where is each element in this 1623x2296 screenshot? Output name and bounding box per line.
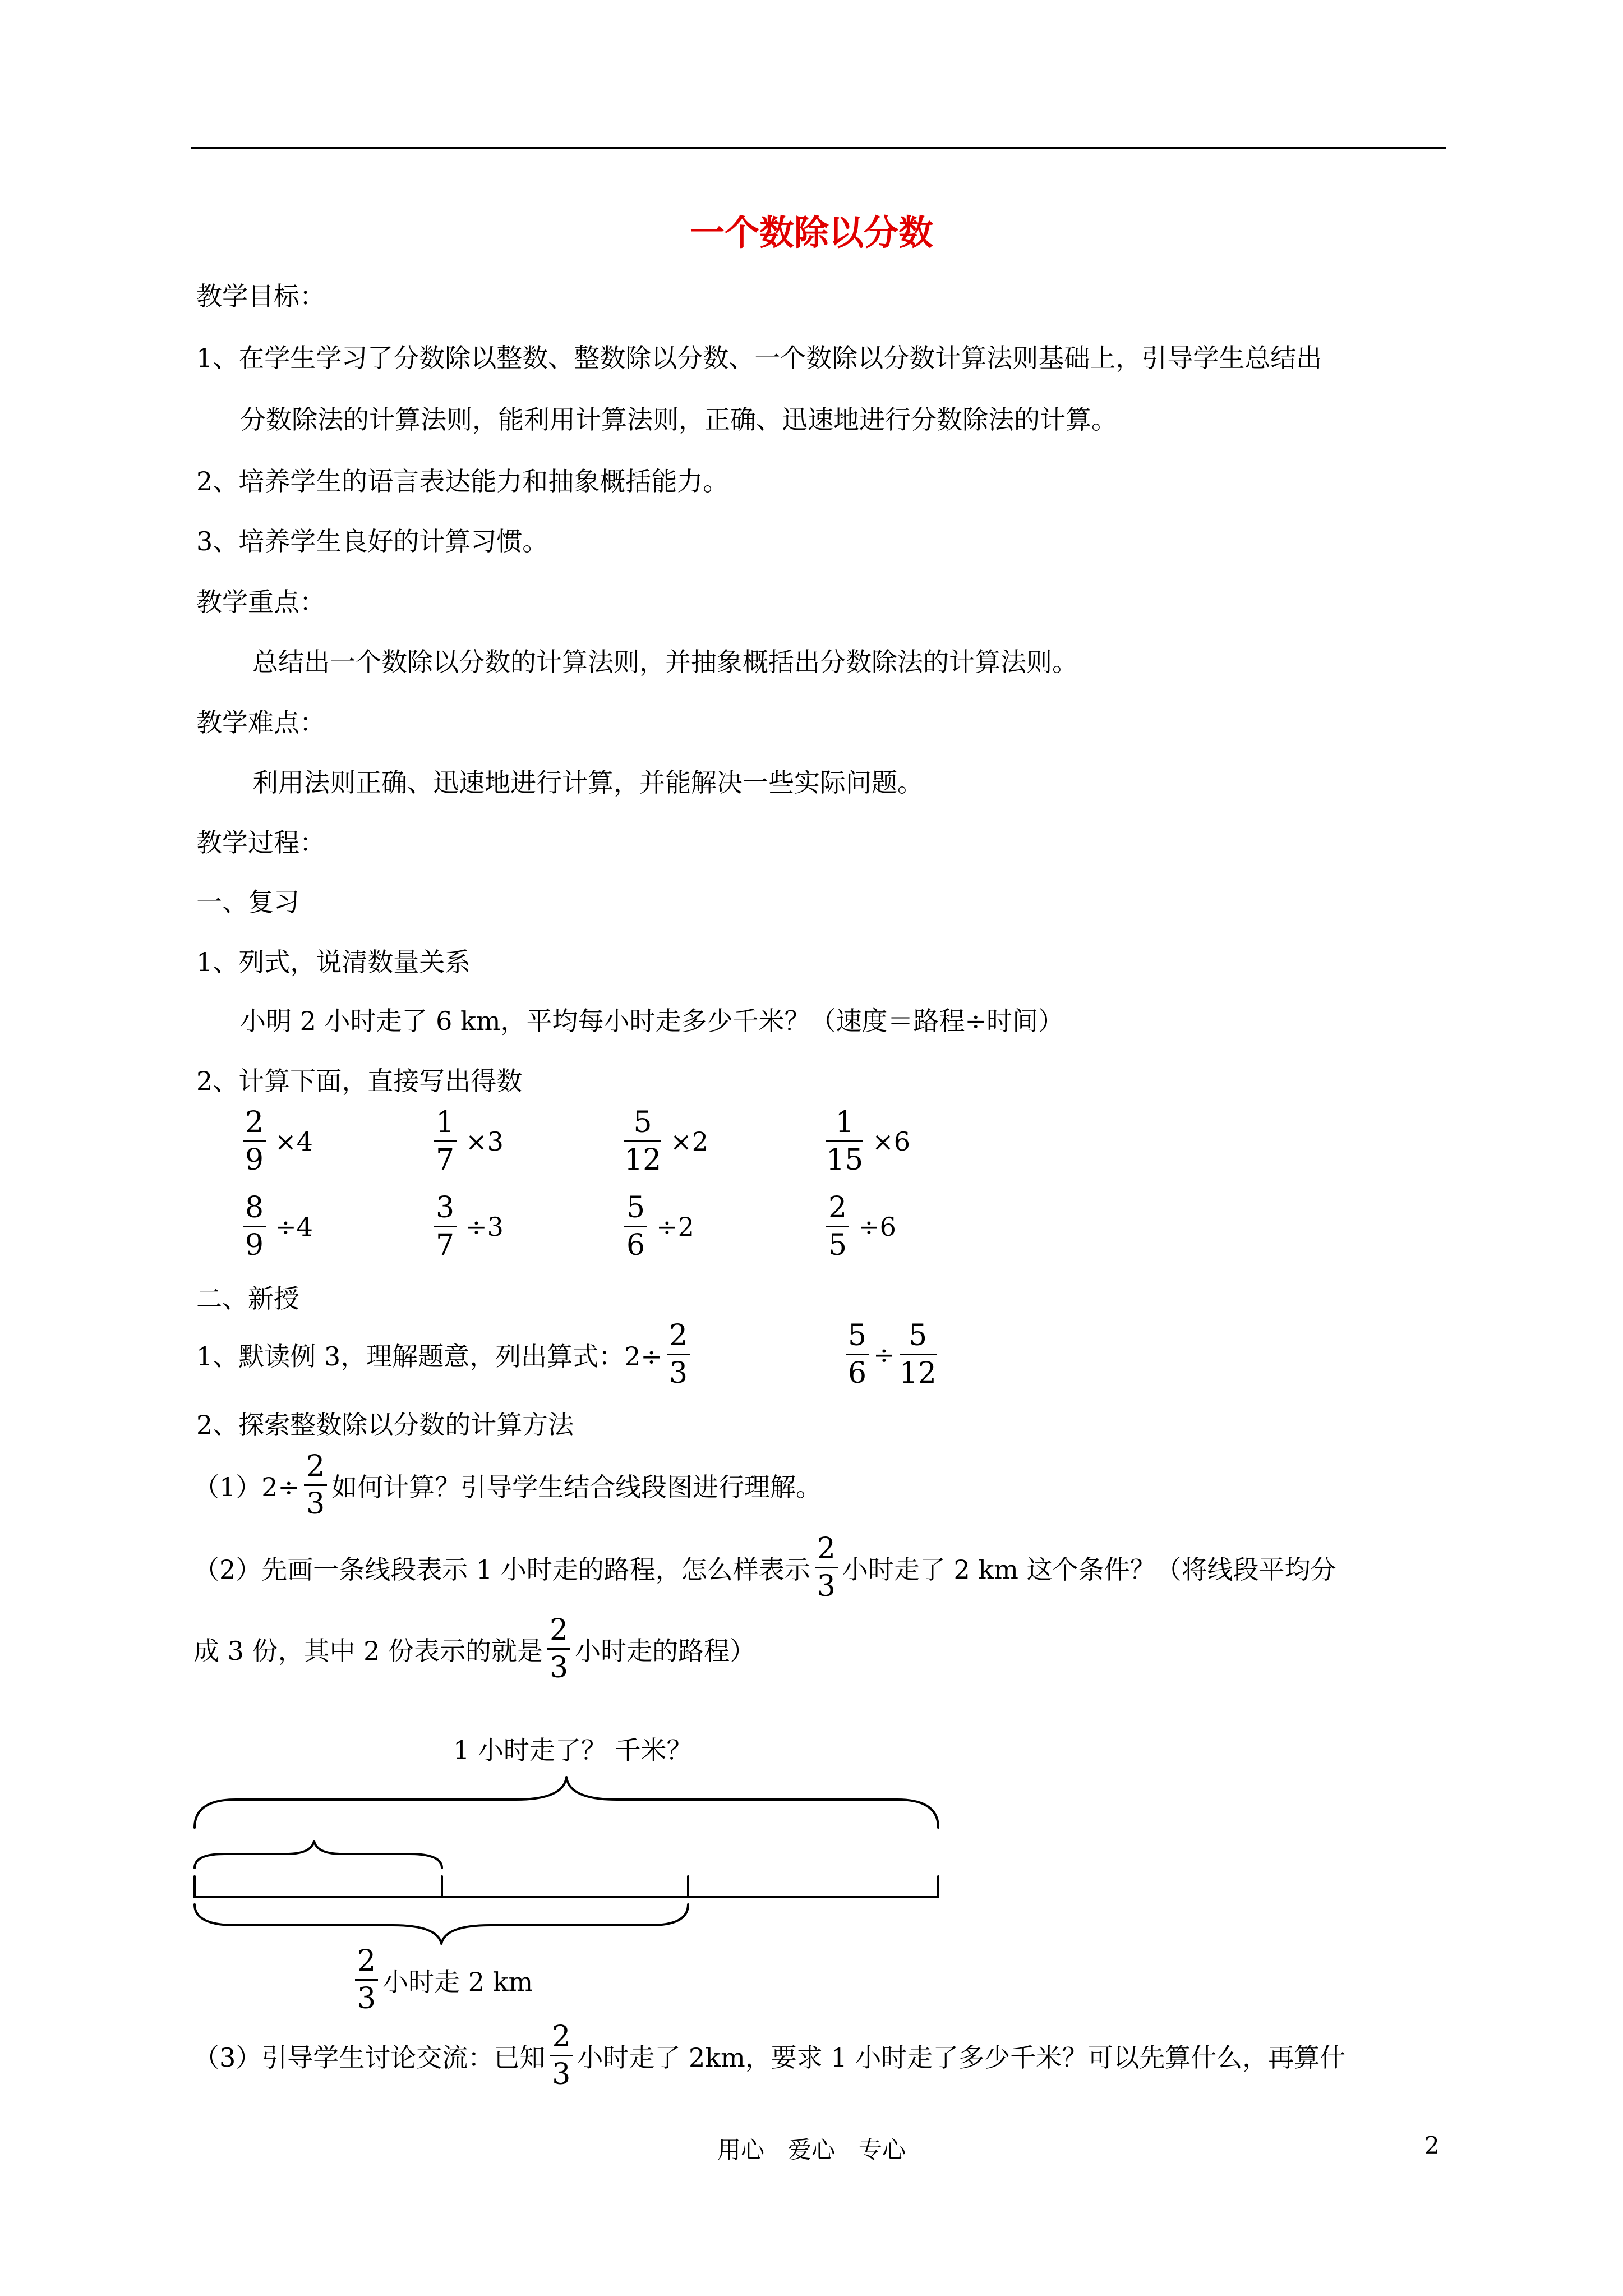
difficulty-heading: 教学难点： xyxy=(196,707,325,738)
diagram-bottom-label: 2 3 小时走 2 km xyxy=(351,1947,533,2013)
process-heading: 教学过程： xyxy=(196,827,325,858)
review-item-1: 1、列式，说清数量关系 xyxy=(196,947,471,977)
goal-1-line-2: 分数除法的计算法则，能利用计算法则，正确、迅速地进行分数除法的计算。 xyxy=(240,404,1117,435)
third-brace xyxy=(195,1841,442,1868)
step-2-line-2: 成 3 份，其中 2 份表示的就是 2 3 小时走的路程） xyxy=(193,1613,756,1685)
page-number: 2 xyxy=(1424,2132,1440,2159)
step-1: （1）2÷ $\frac{2}{3}$ 如何计算？引导学生结合线段图进行理解。 xyxy=(193,1450,822,1521)
step-3: （3）引导学生讨论交流：已知 2 3 小时走了 2km，要求 1 小时走了多少千米？可以先算什么，再算什 xyxy=(193,2020,1346,2091)
key-heading: 教学重点： xyxy=(196,587,325,617)
exercise-3: $\frac{5}{12}$ ×2 xyxy=(624,1106,708,1177)
new-lesson-item-2: 2、探索整数除以分数的计算方法 xyxy=(196,1410,574,1440)
goal-3: 3、培养学生良好的计算习惯。 xyxy=(196,526,548,556)
new-lesson-item-1: 1、默读例 3，理解题意，列出算式：2÷ $\frac{2}{3}$ xyxy=(196,1321,694,1388)
exercise-8: $\frac{2}{5}$ ÷6 xyxy=(822,1193,896,1260)
two-thirds-brace xyxy=(195,1904,688,1944)
exercise-1: $\frac{2}{9}$ ×4 xyxy=(238,1108,313,1175)
review-question: 小明 2 小时走了 6 km，平均每小时走多少千米？（速度＝路程÷时间） xyxy=(240,1006,1064,1036)
key-point: 总结出一个数除以分数的计算法则，并抽象概括出分数除法的计算法则。 xyxy=(252,647,1078,677)
exercise-5: $\frac{8}{9}$ ÷4 xyxy=(238,1193,313,1260)
difficulty-point: 利用法则正确、迅速地进行计算，并能解决一些实际问题。 xyxy=(252,767,923,798)
exercise-2: $\frac{1}{7}$ ×3 xyxy=(429,1108,504,1175)
goals-heading: 教学目标： xyxy=(196,281,325,311)
review-item-2: 2、计算下面，直接写出得数 xyxy=(196,1066,523,1096)
step-2-line-1: （2）先画一条线段表示 1 小时走的路程，怎么样表示 2 3 小时走了 2 km 这个条件？（将线段平均分 xyxy=(193,1532,1336,1603)
goal-2: 2、培养学生的语言表达能力和抽象概括能力。 xyxy=(196,466,729,496)
whole-brace xyxy=(195,1777,938,1828)
example-expression: $\frac{5}{6}$ ÷ $\frac{5}{12}$ xyxy=(841,1321,941,1388)
page-title: 一个数除以分数 xyxy=(689,212,933,253)
exercise-7: $\frac{5}{6}$ ÷2 xyxy=(620,1193,694,1260)
section-review: 一、复习 xyxy=(196,887,299,917)
section-new-lesson: 二、新授 xyxy=(196,1283,299,1314)
exercise-4: $\frac{1}{15}$ ×6 xyxy=(826,1106,910,1177)
goal-1-line-1: 1、在学生学习了分数除以整数、整数除以分数、一个数除以分数计算法则基础上，引导学生总结出 xyxy=(196,343,1322,373)
page-footer: 用心 爱心 专心 xyxy=(717,2136,906,2164)
exercise-6: $\frac{3}{7}$ ÷3 xyxy=(429,1193,504,1260)
diagram-top-label: 1 小时走了？ 千米？ xyxy=(453,1735,693,1765)
